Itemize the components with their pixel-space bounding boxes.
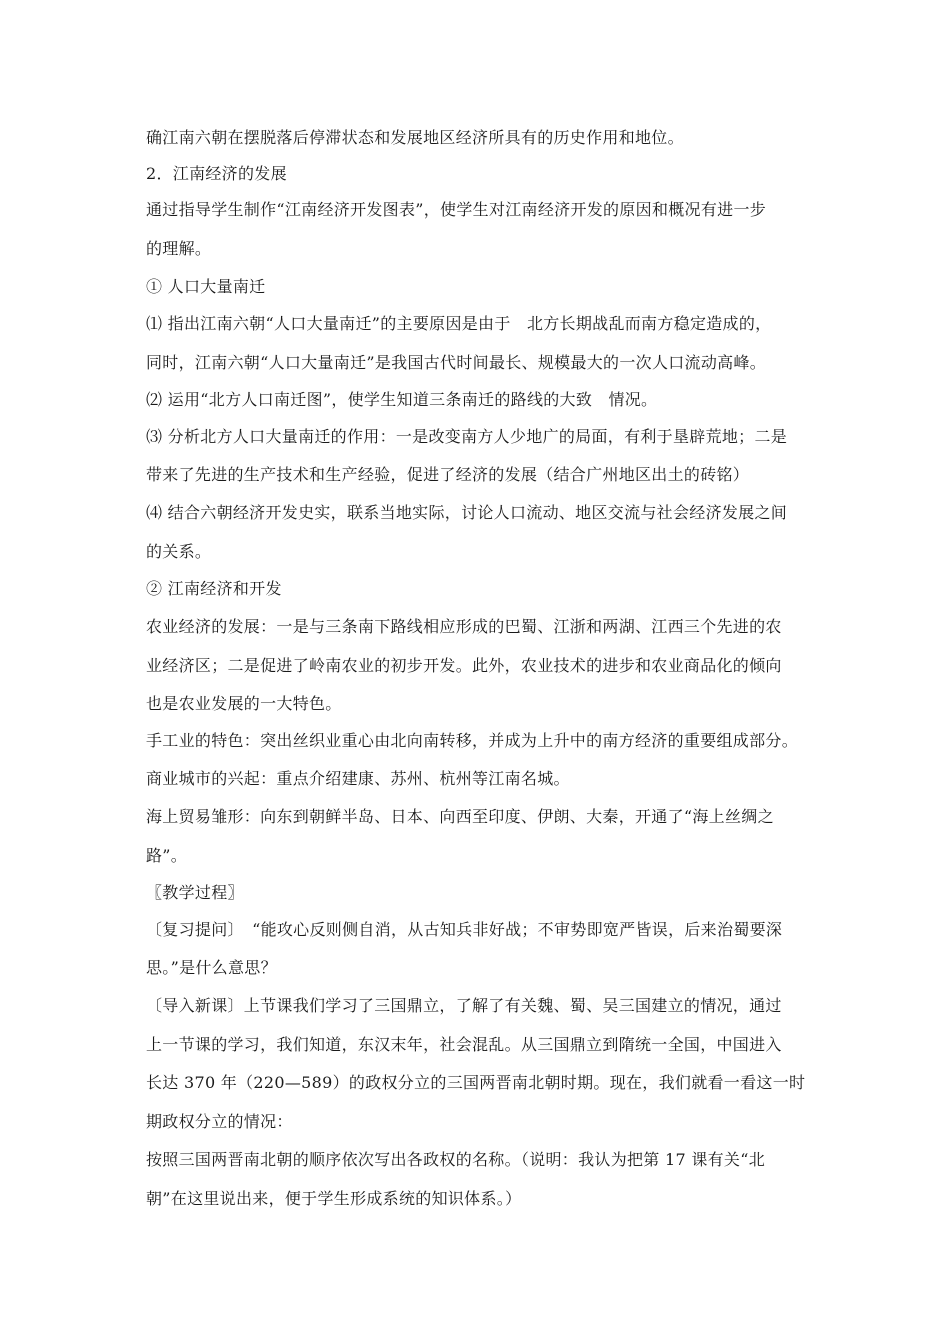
text-line: 带来了先进的生产技术和生产经验，促进了经济的发展（结合广州地区出土的砖铭） <box>146 465 750 484</box>
text-line: 通过指导学生制作“江南经济开发图表”，使学生对江南经济开发的原因和概况有进一步 <box>146 200 767 219</box>
subsection-heading: ② 江南经济和开发 <box>146 579 282 598</box>
text-line: ⑵ 运用“北方人口南迁图”，使学生知道三条南迁的路线的大致 情况。 <box>146 390 658 409</box>
text-line: 〔导入新课〕上节课我们学习了三国鼎立，了解了有关魏、蜀、吴三国建立的情况，通过 <box>146 996 782 1015</box>
section-heading: 2．江南经济的发展 <box>146 164 287 183</box>
text-line: 业经济区；二是促进了岭南农业的初步开发。此外，农业技术的进步和农业商品化的倾向 <box>146 656 782 675</box>
text-line: 按照三国两晋南北朝的顺序依次写出各政权的名称。（说明：我认为把第 17 课有关“北 <box>146 1150 766 1169</box>
text-line: 手工业的特色：突出丝织业重心由北向南转移，并成为上升中的南方经济的重要组成部分。 <box>146 731 799 750</box>
text-line: 农业经济的发展：一是与三条南下路线相应形成的巴蜀、江浙和两湖、江西三个先进的农 <box>146 617 782 636</box>
text-line: 朝”在这里说出来，便于学生形成系统的知识体系。） <box>146 1189 522 1208</box>
text-line: 同时，江南六朝“人口大量南迁”是我国古代时间最长、规模最大的一次人口流动高峰。 <box>146 353 767 372</box>
text-line: 〔复习提问〕 “能攻心反则侧自消，从古知兵非好战；不审势即宽严皆误，后来治蜀要深 <box>146 920 783 939</box>
text-line: 商业城市的兴起：重点介绍建康、苏州、杭州等江南名城。 <box>146 769 570 788</box>
text-line: 的理解。 <box>146 239 212 258</box>
text-line: 长达 370 年（220—589）的政权分立的三国两晋南北朝时期。现在，我们就看一看这一时 <box>146 1073 806 1092</box>
text-line: ⑷ 结合六朝经济开发史实，联系当地实际，讨论人口流动、地区交流与社会经济发展之间 <box>146 503 788 522</box>
text-line: ⑶ 分析北方人口大量南迁的作用：一是改变南方人少地广的局面，有利于垦辟荒地；二是 <box>146 427 788 446</box>
text-line: 路”。 <box>146 846 188 865</box>
text-line: 也是农业发展的一大特色。 <box>146 694 342 713</box>
section-heading: 〖教学过程〗 <box>146 883 244 902</box>
subsection-heading: ① 人口大量南迁 <box>146 277 266 296</box>
text-line: 期政权分立的情况： <box>146 1112 293 1131</box>
text-line: 上一节课的学习，我们知道，东汉末年，社会混乱。从三国鼎立到隋统一全国，中国进入 <box>146 1035 782 1054</box>
text-line: 的关系。 <box>146 542 212 561</box>
text-line: 确江南六朝在摆脱落后停滞状态和发展地区经济所具有的历史作用和地位。 <box>146 128 684 147</box>
text-line: ⑴ 指出江南六朝“人口大量南迁”的主要原因是由于 北方长期战乱而南方稳定造成的， <box>146 314 772 333</box>
text-line: 思。”是什么意思？ <box>146 958 277 977</box>
text-line: 海上贸易雏形：向东到朝鲜半岛、日本、向西至印度、伊朗、大秦，开通了“海上丝绸之 <box>146 807 774 826</box>
